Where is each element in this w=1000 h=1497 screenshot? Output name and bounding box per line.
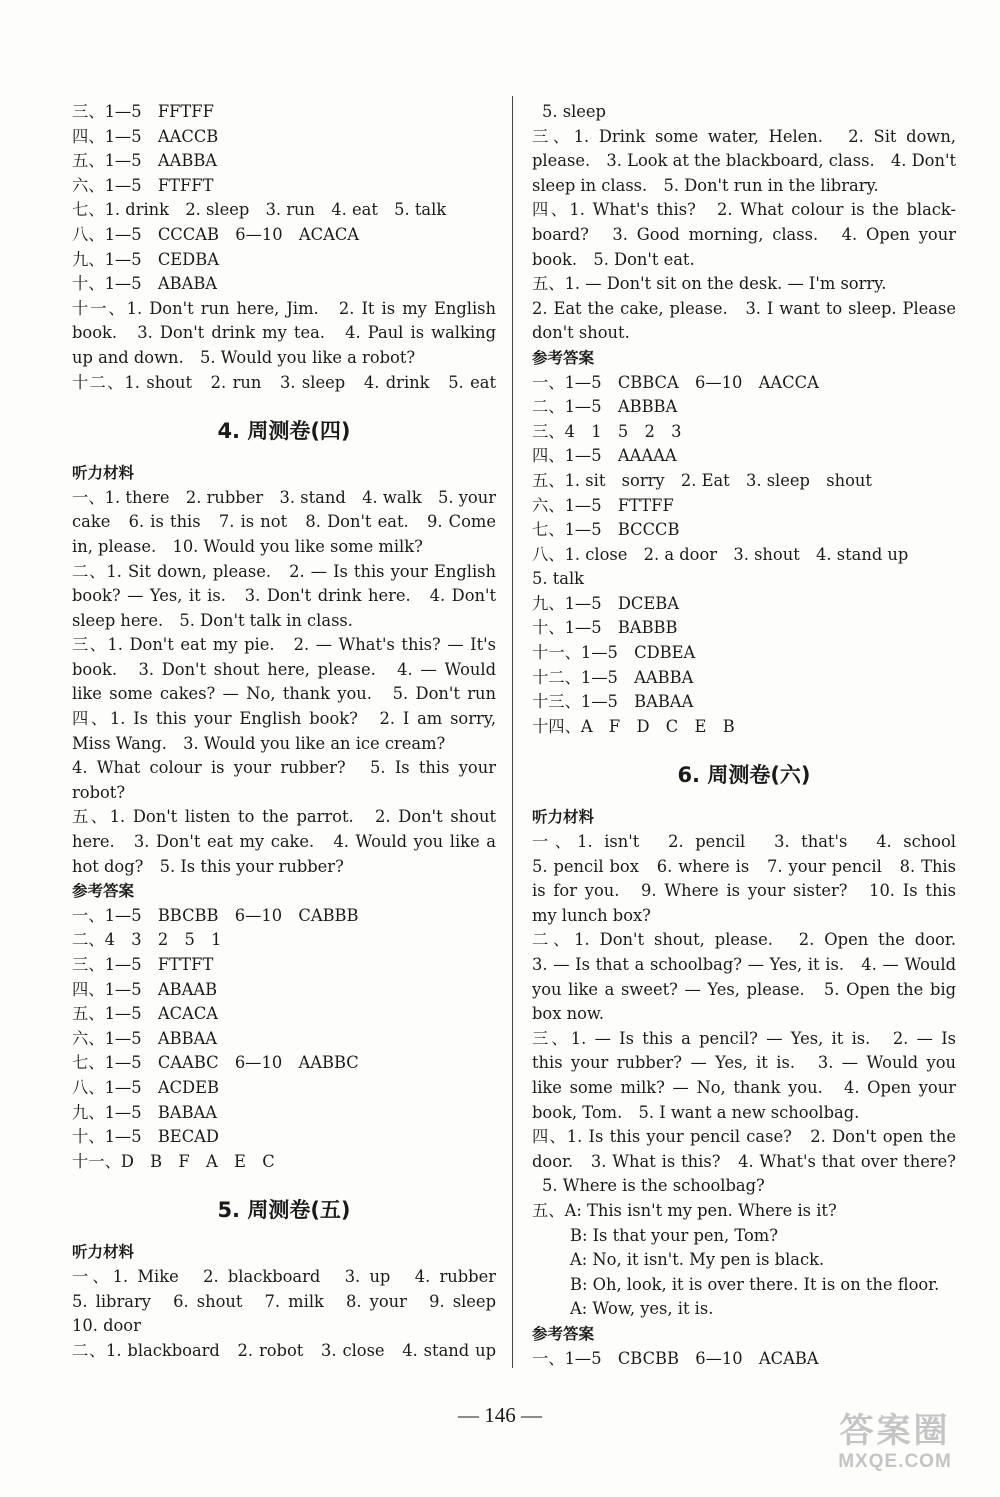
listening-line: book, Tom. 5. I want a new schoolbag. (532, 1102, 860, 1122)
answer-line: 十、1—5 BECAD (72, 1127, 219, 1147)
listening-line: book? — Yes, it is. 3. Don't drink here. 4. Don't (72, 586, 496, 606)
listening-line: 一、1. there 2. rubber 3. stand 4. walk 5. your (72, 487, 496, 507)
answer-line: 四、1—5 AACCB (72, 126, 219, 146)
listening-line: book. 3. Don't shout here, please. 4. — Would (72, 659, 496, 679)
answer-line: 五、1—5 ACACA (72, 1004, 219, 1024)
section-5-listening-continued (532, 100, 956, 346)
answer-line: 一、1—5 CBCBB 6—10 ACABA (532, 1348, 819, 1368)
listening-line: like some milk? — No, thank you. 4. Open your (532, 1077, 956, 1097)
answer-line: 十一、D B F A E C (72, 1151, 275, 1171)
listening-line: book. 5. Don't eat. (532, 249, 695, 269)
listening-line: this your rubber? — Yes, it is. 3. — Would you (532, 1053, 956, 1073)
listening-line: 10. door (72, 1316, 141, 1336)
section-4-title: 4. 周测卷(四) (217, 419, 351, 444)
answer-line: 八、1—5 ACDEB (72, 1077, 219, 1097)
answer-line: 十一、1—5 CDBEA (532, 643, 696, 663)
listening-line: door. 3. What is this? 4. What's that over there? (532, 1151, 956, 1171)
section-5-title: 5. 周测卷(五) (217, 1198, 351, 1223)
listening-line: 三、1. Don't eat my pie. 2. — What's this? — It's (72, 635, 496, 655)
listening-line: is for you. 9. Where is your sister? 10. Is this (532, 881, 956, 901)
answer-line: 七、1—5 BCCCB (532, 520, 680, 540)
section-5-listening (72, 1265, 496, 1363)
answer-line: 十二、1—5 AABBA (532, 667, 694, 687)
section-4-answers (72, 904, 496, 1175)
answer-line: 一、1—5 BBCBB 6—10 CABBB (72, 905, 359, 925)
answer-line: 七、1. drink 2. sleep 3. run 4. eat 5. talk (72, 200, 447, 220)
answer-line: 七、1—5 CAABC 6—10 AABBC (72, 1053, 359, 1073)
dialogue-line: B: Is that your pen, Tom? (570, 1225, 778, 1245)
listening-line: 5. sleep (542, 102, 606, 121)
listening-line: 三、1. Drink some water, Helen. 2. Sit down, (532, 126, 956, 146)
listening-line: 4. What colour is your rubber? 5. Is this your (72, 758, 496, 778)
section-6-dialogue (532, 1199, 956, 1322)
listening-line: my lunch box? (532, 905, 651, 925)
listening-line: 5. library 6. shout 7. milk 8. your 9. sleep (72, 1291, 496, 1311)
listening-line: 2. Eat the cake, please. 3. I want to sleep. Please (532, 298, 956, 318)
answer-line: 八、1. close 2. a door 3. shout 4. stand up (532, 544, 909, 564)
answer-line: 十二、1. shout 2. run 3. sleep 4. drink 5. eat (72, 372, 496, 392)
listening-line: sleep in class. 5. Don't run in the library. (532, 175, 879, 195)
answer-line: 十、1—5 BABBB (532, 618, 678, 638)
listening-heading: 听力材料 (72, 464, 135, 483)
answer-line: 五、1—5 AABBA (72, 151, 218, 171)
listening-line: 3. — Is that a schoolbag? — Yes, it is. 4. — Would (532, 955, 956, 974)
watermark-title: 答案圈 (839, 1412, 951, 1450)
listening-line: please. 3. Look at the blackboard, class. 4. Don't (532, 151, 956, 171)
answer-line: 十四、A F D C E B (532, 716, 735, 736)
listening-line: like some cakes? — No, thank you. 5. Don't run (72, 684, 496, 704)
answer-line: 八、1—5 CCCAB 6—10 ACACA (72, 224, 360, 244)
listening-line: here. 3. Don't eat my cake. 4. Would you like a (72, 832, 496, 852)
left-column (72, 100, 496, 1363)
listening-line: 三、1. — Is this a pencil? — Yes, it is. 2. — Is (532, 1028, 956, 1048)
watermark-logo (800, 1412, 990, 1473)
listening-line: you like a sweet? — Yes, please. 5. Open the big (532, 979, 956, 999)
dialogue-line (532, 1199, 956, 1224)
right-column (532, 100, 956, 1371)
section-3-answers (72, 100, 496, 395)
answer-line: 十一、1. Don't run here, Jim. 2. It is my English (72, 298, 496, 318)
section-6-listening (532, 830, 956, 1199)
listening-line: 二、1. Don't shout, please. 2. Open the door. (532, 930, 956, 950)
answer-line: 四、1—5 ABAAB (72, 979, 218, 999)
dialogue-text: A: This isn't my pen. Where is it? (564, 1200, 837, 1220)
answer-line: up and down. 5. Would you like a robot? (72, 347, 416, 367)
listening-line: 四、1. What's this? 2. What colour is the black- (532, 200, 956, 220)
answers-heading: 参考答案 (532, 348, 595, 367)
answer-line: 十三、1—5 BABAA (532, 692, 694, 712)
answer-line: 三、4 1 5 2 3 (532, 421, 682, 441)
answers-heading: 参考答案 (72, 882, 135, 901)
listening-line: board? 3. Good morning, class. 4. Open your (532, 224, 956, 244)
listening-line: 五、1. Don't listen to the parrot. 2. Don't shout (72, 807, 496, 827)
answer-line: 九、1—5 DCEBA (532, 593, 679, 613)
listening-line: 四、1. Is this your English book? 2. I am sorry, (72, 709, 496, 729)
listening-line: 二、1. blackboard 2. robot 3. close 4. stand up (72, 1340, 496, 1360)
listening-line: don't shout. (532, 323, 630, 343)
listening-line: 一、1. Mike 2. blackboard 3. up 4. rubber (72, 1266, 496, 1286)
answer-line: 十、1—5 ABABA (72, 274, 218, 294)
answer-line: 二、4 3 2 5 1 (72, 930, 222, 950)
listening-line: hot dog? 5. Is this your rubber? (72, 856, 344, 876)
dialogue-line: B: Oh, look, it is over there. It is on the floor. (570, 1274, 940, 1294)
watermark-url: MXQE.COM (838, 1451, 952, 1473)
answer-line: 六、1—5 ABBAA (72, 1028, 218, 1048)
page-number: — 146 — (458, 1403, 542, 1427)
listening-line: 5. Where is the schoolbag? (542, 1176, 765, 1196)
answer-line: 5. talk (532, 569, 585, 589)
listening-line: box now. (532, 1004, 605, 1024)
section-4-listening (72, 486, 496, 880)
answer-line: 九、1—5 BABAA (72, 1102, 218, 1122)
listening-heading: 听力材料 (72, 1243, 135, 1262)
answer-line: 六、1—5 FTFFT (72, 175, 214, 195)
listening-line: cake 6. is this 7. is not 8. Don't eat. 9. Come (72, 512, 496, 532)
listening-line: Miss Wang. 3. Would you like an ice cream? (72, 733, 446, 753)
section-5-answers (532, 371, 956, 740)
answer-line: 四、1—5 AAAAA (532, 446, 677, 466)
listening-line: 5. pencil box 6. where is 7. your pencil 8. This (532, 856, 956, 876)
column-divider (512, 96, 513, 1368)
answer-line: 五、1. sit sorry 2. Eat 3. sleep shout (532, 470, 872, 490)
answer-line: 二、1—5 ABBBA (532, 397, 678, 417)
answer-line: 六、1—5 FTTFF (532, 495, 674, 515)
dialogue-label: 五、 (532, 1200, 565, 1220)
listening-line: in, please. 10. Would you like some milk? (72, 536, 423, 556)
answer-line: 三、1—5 FFTFF (72, 102, 214, 121)
answer-line: 三、1—5 FTTFT (72, 955, 214, 974)
listening-line: robot? (72, 782, 126, 802)
answer-line: book. 3. Don't drink my tea. 4. Paul is walking (72, 323, 496, 343)
dialogue-line: A: Wow, yes, it is. (570, 1299, 714, 1319)
listening-line: 一、1. isn't 2. pencil 3. that's 4. school (532, 832, 956, 852)
listening-heading: 听力材料 (532, 808, 595, 827)
listening-line: 二、1. Sit down, please. 2. — Is this your English (72, 561, 496, 581)
answers-heading: 参考答案 (532, 1324, 595, 1343)
listening-line: sleep here. 5. Don't talk in class. (72, 610, 353, 630)
section-6-title: 6. 周测卷(六) (677, 763, 811, 788)
listening-line: 四、1. Is this your pencil case? 2. Don't open the (532, 1127, 956, 1147)
dialogue-line: A: No, it isn't. My pen is black. (570, 1250, 825, 1270)
listening-line: 五、1. — Don't sit on the desk. — I'm sorry. (532, 274, 887, 294)
answer-line: 九、1—5 CEDBA (72, 249, 219, 269)
answer-line: 一、1—5 CBBCA 6—10 AACCA (532, 372, 819, 392)
section-6-answers (532, 1347, 956, 1372)
